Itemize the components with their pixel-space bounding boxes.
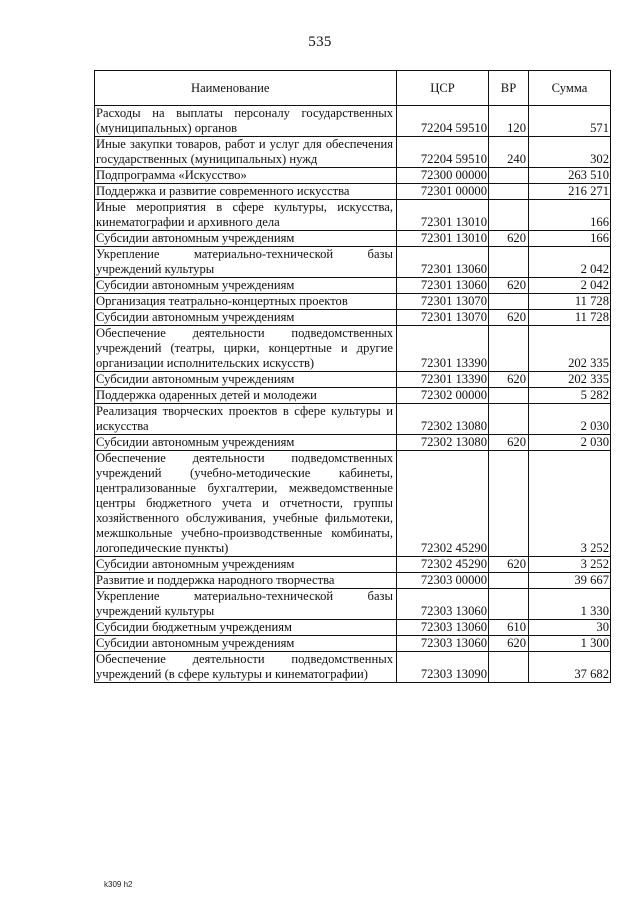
table-body xyxy=(95,106,611,683)
row-sum: 3 252 xyxy=(529,557,611,573)
row-name: Укрепление материально-технической базы учреждений культуры xyxy=(95,589,397,620)
header-vr: ВР xyxy=(489,71,529,106)
row-csr-code: 72301 13010 xyxy=(397,231,489,247)
row-csr-code: 72301 13390 xyxy=(397,372,489,388)
table-row xyxy=(95,247,611,278)
row-vr-code xyxy=(489,200,529,231)
row-name: Обеспечение деятельности подведомственных учреждений (учебно-методические кабинеты, централизованные бухгалтерии, межведомственные центры бюджетного учета и отчетности, группы хозяйственного обслуживания, учебные фильмотеки, межшкольные учебно-производственные комбинаты, логопедические пункты) xyxy=(95,451,397,557)
row-sum: 30 xyxy=(529,620,611,636)
page-number: 535 xyxy=(308,34,332,50)
row-sum: 2 030 xyxy=(529,404,611,435)
table-row xyxy=(95,278,611,294)
table-row xyxy=(95,589,611,620)
row-sum: 202 335 xyxy=(529,372,611,388)
row-name: Субсидии автономным учреждениям xyxy=(95,231,397,247)
row-vr-code xyxy=(489,388,529,404)
table-row xyxy=(95,184,611,200)
row-csr-code: 72303 13060 xyxy=(397,589,489,620)
row-sum: 263 510 xyxy=(529,168,611,184)
row-vr-code: 620 xyxy=(489,636,529,652)
row-sum: 37 682 xyxy=(529,652,611,683)
row-sum: 2 042 xyxy=(529,247,611,278)
row-csr-code: 72303 13060 xyxy=(397,620,489,636)
row-sum: 1 330 xyxy=(529,589,611,620)
row-name: Обеспечение деятельности подведомственных учреждений (в сфере культуры и кинематографии) xyxy=(95,652,397,683)
row-sum: 11 728 xyxy=(529,310,611,326)
row-name: Субсидии автономным учреждениям xyxy=(95,557,397,573)
row-name: Обеспечение деятельности подведомственных учреждений (театры, цирки, концертные и другие организации исполнительских искусств) xyxy=(95,326,397,372)
table-row xyxy=(95,652,611,683)
row-csr-code: 72302 13080 xyxy=(397,404,489,435)
table-row xyxy=(95,137,611,168)
table-row xyxy=(95,435,611,451)
row-vr-code: 120 xyxy=(489,106,529,137)
row-name: Иные закупки товаров, работ и услуг для обеспечения государственных (муниципальных) нужд xyxy=(95,137,397,168)
header-name: Наименование xyxy=(95,71,397,106)
table-header-row xyxy=(95,71,611,106)
row-name: Иные мероприятия в сфере культуры, искусства, кинематографии и архивного дела xyxy=(95,200,397,231)
row-vr-code: 240 xyxy=(489,137,529,168)
row-vr-code xyxy=(489,326,529,372)
row-vr-code: 620 xyxy=(489,278,529,294)
row-sum: 302 xyxy=(529,137,611,168)
row-name: Субсидии автономным учреждениям xyxy=(95,310,397,326)
row-name: Субсидии автономным учреждениям xyxy=(95,372,397,388)
row-sum: 166 xyxy=(529,231,611,247)
row-sum: 166 xyxy=(529,200,611,231)
row-vr-code xyxy=(489,294,529,310)
row-vr-code xyxy=(489,451,529,557)
row-sum: 39 667 xyxy=(529,573,611,589)
row-name: Субсидии бюджетным учреждениям xyxy=(95,620,397,636)
row-sum: 216 271 xyxy=(529,184,611,200)
table-row xyxy=(95,231,611,247)
row-csr-code: 72301 00000 xyxy=(397,184,489,200)
row-name: Субсидии автономным учреждениям xyxy=(95,435,397,451)
table-row xyxy=(95,451,611,557)
row-csr-code: 72301 13060 xyxy=(397,278,489,294)
row-vr-code xyxy=(489,589,529,620)
row-csr-code: 72302 45290 xyxy=(397,451,489,557)
table-row xyxy=(95,372,611,388)
table-row xyxy=(95,388,611,404)
row-name: Укрепление материально-технической базы учреждений культуры xyxy=(95,247,397,278)
table-row xyxy=(95,326,611,372)
row-sum: 3 252 xyxy=(529,451,611,557)
row-name: Поддержка и развитие современного искусства xyxy=(95,184,397,200)
table-header xyxy=(95,71,611,106)
row-vr-code: 620 xyxy=(489,231,529,247)
row-name: Подпрограмма «Искусство» xyxy=(95,168,397,184)
row-csr-code: 72204 59510 xyxy=(397,137,489,168)
row-name: Реализация творческих проектов в сфере культуры и искусства xyxy=(95,404,397,435)
row-csr-code: 72301 13010 xyxy=(397,200,489,231)
row-name: Субсидии автономным учреждениям xyxy=(95,636,397,652)
row-sum: 5 282 xyxy=(529,388,611,404)
row-vr-code: 610 xyxy=(489,620,529,636)
row-sum: 1 300 xyxy=(529,636,611,652)
footer-code: k309 h2 xyxy=(104,880,133,889)
row-csr-code: 72303 13060 xyxy=(397,636,489,652)
table-row xyxy=(95,168,611,184)
row-sum: 2 030 xyxy=(529,435,611,451)
row-name: Расходы на выплаты персоналу государственных (муниципальных) органов xyxy=(95,106,397,137)
row-sum: 202 335 xyxy=(529,326,611,372)
row-name: Организация театрально-концертных проектов xyxy=(95,294,397,310)
row-csr-code: 72303 00000 xyxy=(397,573,489,589)
table-row xyxy=(95,294,611,310)
row-vr-code: 620 xyxy=(489,557,529,573)
row-name: Поддержка одаренных детей и молодежи xyxy=(95,388,397,404)
header-csr: ЦСР xyxy=(397,71,489,106)
row-vr-code xyxy=(489,247,529,278)
row-csr-code: 72302 13080 xyxy=(397,435,489,451)
table-row xyxy=(95,106,611,137)
row-vr-code: 620 xyxy=(489,435,529,451)
row-csr-code: 72303 13090 xyxy=(397,652,489,683)
table-row xyxy=(95,557,611,573)
row-name: Развитие и поддержка народного творчества xyxy=(95,573,397,589)
table-row xyxy=(95,620,611,636)
row-vr-code: 620 xyxy=(489,310,529,326)
row-csr-code: 72301 13070 xyxy=(397,294,489,310)
table-row xyxy=(95,404,611,435)
row-name: Субсидии автономным учреждениям xyxy=(95,278,397,294)
row-csr-code: 72302 00000 xyxy=(397,388,489,404)
row-csr-code: 72301 13060 xyxy=(397,247,489,278)
row-csr-code: 72301 13390 xyxy=(397,326,489,372)
row-csr-code: 72300 00000 xyxy=(397,168,489,184)
row-vr-code xyxy=(489,184,529,200)
row-vr-code xyxy=(489,404,529,435)
table-row xyxy=(95,636,611,652)
budget-table xyxy=(94,70,611,683)
table-row xyxy=(95,200,611,231)
row-sum: 571 xyxy=(529,106,611,137)
row-sum: 2 042 xyxy=(529,278,611,294)
row-sum: 11 728 xyxy=(529,294,611,310)
row-csr-code: 72302 45290 xyxy=(397,557,489,573)
row-csr-code: 72301 13070 xyxy=(397,310,489,326)
table-row xyxy=(95,310,611,326)
row-csr-code: 72204 59510 xyxy=(397,106,489,137)
row-vr-code xyxy=(489,652,529,683)
row-vr-code xyxy=(489,573,529,589)
header-sum: Сумма xyxy=(529,71,611,106)
table-row xyxy=(95,573,611,589)
row-vr-code: 620 xyxy=(489,372,529,388)
row-vr-code xyxy=(489,168,529,184)
